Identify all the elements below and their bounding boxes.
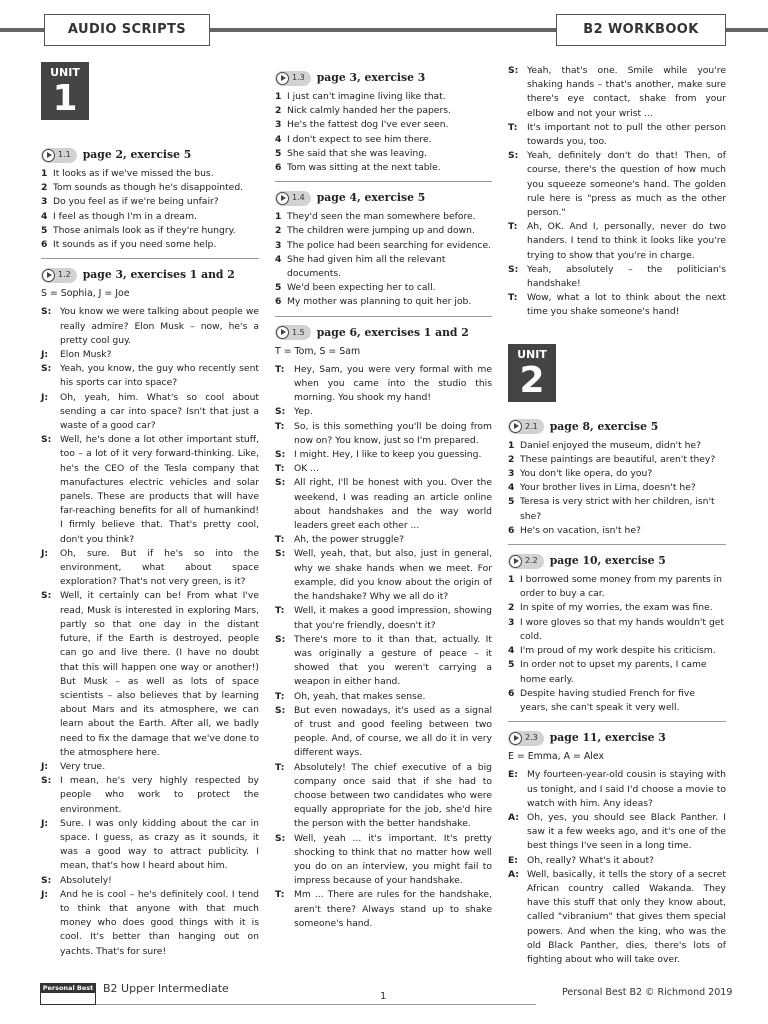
line-text: It's important not to pull the other person towards you, too. [527,121,726,148]
speaker: S: [275,548,286,560]
item-number: 3 [508,616,515,628]
cast-list: E = Emma, A = Alex [508,751,605,763]
list-item [275,161,492,175]
dialog-line [41,774,259,817]
speaker: E: [508,854,518,866]
speaker: S: [275,449,286,461]
track-badge [508,419,544,434]
play-icon [509,420,522,433]
dialog-line [275,462,492,476]
speaker: T: [508,221,518,233]
item-text: You don't like opera, do you? [520,468,653,480]
dialog-line [508,220,726,263]
speaker: S: [508,150,519,162]
dialog-line [508,121,726,149]
line-text: Hey, Sam, you were very formal with me when you came into the studio this morning. You shook my hand! [294,363,492,404]
speaker: S: [41,874,52,886]
section-title: page 6, exercises 1 and 2 [316,325,469,339]
section-heading [508,552,726,570]
section-heading [275,69,492,87]
track-number: 1.5 [292,327,305,337]
speaker: A: [508,811,519,823]
section-1-3 [275,69,492,175]
unit-label: UNIT [517,347,547,361]
speaker: T: [275,761,285,773]
dialog-line [275,761,492,832]
speaker: S: [275,633,286,645]
footer-page-number: 1 [380,991,387,1002]
unit-2-badge [508,344,556,402]
play-icon [276,72,289,85]
section-heading [275,189,492,207]
item-text: I just can't imagine living like that. [287,91,446,102]
speaker: S: [275,832,286,844]
dialog-line [41,760,259,774]
item-number: 5 [508,496,515,508]
dialog-line [275,533,492,547]
item-text: I borrowed some money from my parents in order to buy a car. [520,574,722,600]
item-text: Daniel enjoyed the museum, didn't he? [520,439,701,451]
header-workbook: B2 WORKBOOK [556,14,726,46]
section-2-2 [508,552,726,715]
line-text: Mm ... There are rules for the handshake, aren't there? Always stand up to shake someone's hand. [294,889,492,929]
list-item [508,616,726,644]
dialog-line [275,888,492,931]
dialog-line [41,589,259,759]
dialog-line [508,868,726,967]
dialog-line [275,405,492,419]
dialog [275,363,492,931]
header-audio-scripts: AUDIO SCRIPTS [44,14,210,46]
speaker: J: [41,760,49,772]
item-text: These paintings are beautiful, aren't they? [520,453,716,465]
list-item [508,644,726,658]
line-text: Oh, yeah, him. What's so cool about sending a car into space? Isn't that just a waste of a good car? [60,391,259,432]
dialog-line [275,633,492,690]
item-number: 4 [508,482,515,494]
dialog-line [275,704,492,761]
item-number: 3 [275,239,282,251]
item-text: We'd been expecting her to call. [287,282,436,294]
dialog-line [41,888,259,959]
line-text: Ah, OK. And I, personally, never do two handers. I tend to think it looks like you're trying to show that you're in charge. [527,221,726,261]
dialog-line [41,362,259,390]
divider [41,258,259,259]
divider [275,316,492,317]
item-text: He's the fattest dog I've ever seen. [287,119,449,131]
list-item [508,524,726,538]
item-number: 6 [508,687,515,699]
track-number: 1.1 [58,149,71,159]
item-text: They'd seen the man somewhere before. [287,211,476,223]
dialog-line [275,420,492,448]
line-text: So, is this something you'll be doing from now on? You know, just so I'm prepared. [294,420,492,446]
list-item [275,253,492,281]
dialog-line [275,547,492,604]
track-number: 1.3 [292,72,305,82]
dialog-line [275,690,492,704]
column-3 [508,64,726,967]
dialog [41,305,259,958]
play-icon [276,192,289,205]
speaker: A: [508,868,519,880]
section-title: page 2, exercise 5 [82,147,192,161]
list-item [41,195,259,209]
unit-label: UNIT [50,66,80,79]
section-title: page 10, exercise 5 [549,553,666,567]
top-rule-middle [208,28,558,32]
item-number: 4 [275,253,282,265]
speaker: T: [275,534,285,546]
personal-best-logo [40,983,96,1005]
speaker: S: [41,590,52,602]
line-text: Well, it certainly can be! From what I've read, Musk is interested in exploring Mars, partly so that one day in the distant future, if the Earth is destroyed, people can go and live there. (I have no doubt that this will happen one way or another!) But Musk – as well as lots of space scientists – also believes that by learning about Mars and its atmosphere, we can learn about the Earth. After all, we badly need to fix the damage that we've done to the atmosphere here. [60,590,259,758]
item-text: It looks as if we've missed the bus. [53,168,214,179]
item-number: 3 [41,196,48,208]
numbered-list [508,573,726,715]
dialog-line [275,363,492,406]
speaker: S: [41,363,52,375]
divider [508,721,726,722]
item-number: 4 [508,645,515,657]
item-text: Tom was sitting at the next table. [287,162,441,174]
item-text: My mother was planning to quit her job. [287,296,472,308]
play-icon [509,732,522,745]
speaker: S: [275,406,286,418]
section-title: page 4, exercise 5 [316,191,426,205]
numbered-list [41,167,259,252]
dialog-line [275,476,492,533]
item-text: Do you feel as if we're being unfair? [53,196,219,208]
play-icon [276,326,289,339]
line-text: Well, yeah, that, but also, just in general, why we shake hands when we meet. For example, did you know about the origin of the handshake? Why we all do it? [294,548,492,603]
speaker: T: [275,690,285,702]
divider [275,181,492,182]
line-text: Yeah, definitely don't do that! Then, of course, there's the question of how much you squeeze someone's hand. The golden rule here is "press as much as the other person." [527,150,726,219]
dialog [508,64,726,320]
line-text: Well, he's done a lot other important stuff, too – a lot of it very forward-thinking. Like, he's the CEO of the Tesla company that manufactures electric vehicles and solar panels. These are products that will have far-reaching benefits for all of humankind! I firmly believe that. That's pretty cool, don't you think? [60,434,259,545]
speaker: S: [275,704,286,716]
item-text: Nick calmly handed her the papers. [287,105,451,117]
speaker: T: [275,889,285,901]
section-1-1 [41,146,259,252]
top-rule-right [724,28,768,32]
item-text: He's on vacation, isn't he? [520,524,641,536]
section-1-5-part-2 [508,64,726,320]
list-item [275,295,492,309]
column-1 [41,62,259,959]
track-badge [41,268,77,283]
list-item [275,210,492,224]
dialog-line [41,433,259,547]
unit-number: 1 [52,78,78,119]
divider [508,544,726,545]
line-text: OK ... [294,463,319,475]
track-badge [275,191,311,206]
line-text: All right, I'll be honest with you. Over the weekend, I was reading an article online about handshakes and the way world leaders greet each other ... [294,477,492,532]
speaker: T: [275,605,285,617]
footer-copyright: Personal Best B2 © Richmond 2019 [562,987,733,998]
item-text: She said that she was leaving. [287,147,427,159]
section-heading [508,729,726,747]
line-text: Yeah, absolutely – the politician's handshake! [527,263,726,290]
track-badge [508,554,544,569]
item-text: The children were jumping up and down. [287,225,475,237]
dialog-line [275,448,492,462]
track-badge [508,731,544,746]
item-number: 1 [41,168,48,179]
speaker: S: [41,306,52,318]
line-text: I might. Hey, I like to keep you guessing. [294,449,482,461]
list-item [41,238,259,252]
list-item [275,118,492,132]
list-item [275,104,492,118]
item-text: Teresa is very strict with her children, isn't she? [520,496,715,522]
line-text: Oh, sure. But if he's so into the environment, what about space exploration? That's not very green, is it? [60,547,259,588]
track-number: 2.2 [525,555,538,565]
dialog-line [508,291,726,319]
list-item [41,181,259,195]
track-number: 1.2 [58,270,71,280]
play-icon [42,149,55,162]
dialog-line [508,768,726,811]
item-text: Tom sounds as though he's disappointed. [53,182,244,194]
section-2-3 [508,729,726,967]
section-title: page 3, exercise 3 [316,70,426,84]
unit-1-badge [41,62,89,120]
list-item [275,147,492,161]
speaker: E: [508,769,518,781]
line-text: But even nowadays, it's used as a signal of trust and good feeling between two people. And, of course, we all do it in very different ways. [294,704,492,759]
line-text: Absolutely! [60,874,112,886]
line-text: Ah, the power struggle? [294,534,404,546]
unit-number: 2 [519,359,545,401]
item-number: 1 [275,211,282,223]
line-text: Yep. [294,406,313,418]
item-text: I don't expect to see him there. [287,133,432,145]
column-2 [275,69,492,931]
list-item [508,495,726,523]
numbered-list [275,210,492,309]
line-text: Well, yeah ... it's important. It's pretty shocking to think that no matter how well you do on an interview, you might fail to impress because of your handshake. [294,832,492,887]
dialog-line [41,391,259,434]
list-item [41,210,259,224]
dialog-line [275,832,492,889]
logo-text: Personal Best [42,984,94,992]
section-1-4 [275,189,492,309]
line-text: Absolutely! The chief executive of a big company once said that if she had to choose between two candidates who were equally appropriate for the job, she'd hire the person with the better handshake. [294,761,492,830]
section-title: page 11, exercise 3 [549,731,666,744]
item-number: 2 [508,602,515,614]
dialog-line [508,149,726,220]
item-number: 2 [275,225,282,237]
dialog-line [508,263,726,291]
item-text: Your brother lives in Lima, doesn't he? [520,482,696,494]
dialog-line [508,854,726,868]
list-item [508,687,726,715]
item-number: 1 [275,91,282,102]
dialog-line [41,874,259,888]
speaker: J: [41,888,49,900]
line-text: Elon Musk? [60,349,112,361]
line-text: Well, basically, it tells the story of a secret African country called Wakanda. They have this stuff that only they know about, called "vibranium" that gives them special powers. And when the king, who was the old Black Panther, dies, there's lots of fighting about who will take over. [527,868,726,965]
item-number: 2 [275,105,282,117]
line-text: Wow, what a lot to think about the next time you shake someone's hand! [527,292,726,318]
speaker: S: [41,775,52,787]
item-text: I wore gloves so that my hands wouldn't get cold. [520,616,725,642]
item-text: In spite of my worries, the exam was fine. [520,602,713,614]
speaker: S: [41,434,52,446]
speaker: J: [41,817,49,829]
item-number: 3 [508,468,515,480]
item-number: 6 [41,239,48,251]
section-title: page 8, exercise 5 [549,419,659,433]
item-text: Despite having studied French for five years, she can't speak it very well. [520,687,695,713]
footer-rule [96,1004,536,1005]
line-text: Well, it makes a good impression, showing that you're friendly, doesn't it? [294,605,492,631]
item-number: 5 [41,224,48,236]
list-item [41,167,259,181]
section-1-2 [41,266,259,959]
top-rule-left [0,28,46,32]
item-number: 6 [508,524,515,536]
speaker: J: [41,391,49,403]
list-item [41,224,259,238]
line-text: Very true. [60,760,106,772]
track-number: 2.1 [525,421,538,431]
line-text: You know we were talking about people we really admire? Elon Musk – now, he's a pretty cool guy. [60,306,259,346]
item-text: In order not to upset my parents, I came home early. [520,659,707,685]
speaker: J: [41,547,49,559]
section-heading [275,324,492,342]
item-number: 1 [508,439,515,451]
list-item [275,133,492,147]
item-number: 1 [508,574,515,586]
dialog [508,768,726,967]
speaker: S: [508,263,519,275]
play-icon [42,269,55,282]
track-badge [275,325,311,340]
item-number: 2 [508,453,515,465]
list-item [275,224,492,238]
dialog-line [41,547,259,590]
track-number: 2.3 [525,733,538,742]
line-text: I mean, he's very highly respected by people who work to protect the environment. [60,775,259,815]
line-text: Oh, yeah, that makes sense. [294,690,426,702]
line-text: There's more to it than that, actually. It was originally a gesture of peace – it showed that you weren't carrying a weapon in either hand. [294,633,492,688]
list-item [508,439,726,453]
section-heading [508,418,726,436]
list-item [275,90,492,104]
item-number: 5 [508,659,515,671]
speaker: T: [275,420,285,432]
line-text: Sure. I was only kidding about the car in space. I guess, as crazy as it sounds, it was a good way to attract publicity. I mean, that's how I heard about him. [60,817,259,872]
item-number: 4 [275,133,282,145]
item-number: 6 [275,162,282,174]
item-number: 6 [275,296,282,308]
list-item [275,281,492,295]
speaker: T: [508,121,518,133]
section-2-1 [508,418,726,538]
speaker: T: [275,363,285,375]
speaker: T: [508,292,518,304]
section-title: page 3, exercises 1 and 2 [82,268,235,282]
dialog-line [275,604,492,632]
item-text: I feel as though I'm in a dream. [53,210,197,222]
item-number: 2 [41,182,48,194]
dialog-line [41,305,259,348]
dialog-line [508,811,726,854]
line-text: My fourteen-year-old cousin is staying with us tonight, and I said I'd choose a movie to watch with him. Any ideas? [527,769,726,809]
list-item [508,481,726,495]
cast-list: S = Sophia, J = Joe [41,288,130,300]
item-text: The police had been searching for evidence. [287,239,492,251]
item-text: I'm proud of my work despite his criticism. [520,645,716,657]
speaker: T: [275,463,285,475]
line-text: Yeah, you know, the guy who recently sent his sports car into space? [60,363,259,389]
list-item [508,658,726,686]
list-item [275,239,492,253]
dialog-line [41,817,259,874]
item-number: 3 [275,119,282,131]
section-heading [41,266,259,284]
speaker: S: [275,477,286,489]
numbered-list [508,439,726,538]
line-text: Yeah, that's one. Smile while you're shaking hands – that's another, make sure there's eye contact, shake from your elbow and not your wrist ... [527,65,726,119]
speaker: S: [508,65,519,76]
track-badge [275,71,311,86]
dialog-line [508,64,726,121]
line-text: And he is cool – he's definitely cool. I tend to think that anyone with that much money who does good things with it is cool. It's better than hanging out on yachts. That's for sure! [60,888,259,957]
item-number: 5 [275,282,282,294]
line-text: Oh, really? What's it about? [527,854,654,866]
item-text: Those animals look as if they're hungry. [53,224,236,236]
list-item [508,467,726,481]
list-item [508,573,726,601]
dialog-line [41,348,259,362]
item-number: 4 [41,210,48,222]
numbered-list [275,90,492,175]
logo-bar [41,993,95,1002]
item-text: She had given him all the relevant documents. [287,253,446,280]
list-item [508,453,726,467]
track-number: 1.4 [292,193,305,203]
section-1-5-part-1 [275,324,492,931]
list-item [508,601,726,615]
cast-list: T = Tom, S = Sam [275,345,361,357]
item-text: It sounds as if you need some help. [53,239,217,251]
speaker: J: [41,349,49,361]
section-heading [41,146,259,164]
item-number: 5 [275,147,282,159]
line-text: Oh, yes, you should see Black Panther. I saw it a few weeks ago, and it's one of the best things I've seen in a long time. [527,811,726,852]
footer-level: B2 Upper Intermediate [103,982,229,995]
track-badge [41,148,77,163]
play-icon [509,555,522,568]
